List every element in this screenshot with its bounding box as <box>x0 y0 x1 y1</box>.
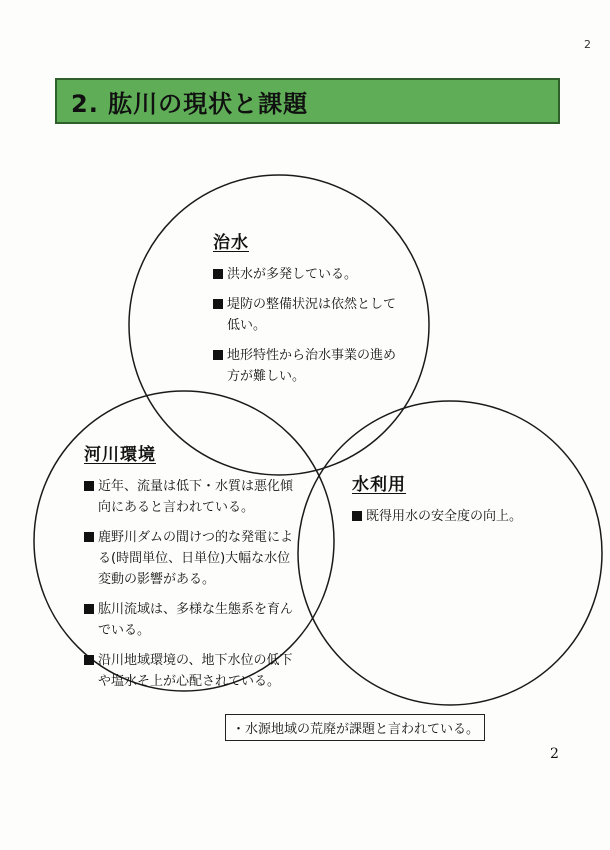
flood-control-section <box>213 233 398 396</box>
list-item: 近年、流量は低下・水質は悪化傾向にあると言われている。 <box>84 476 294 518</box>
flood-control-list <box>213 264 398 387</box>
corner-page-mark: 2 <box>584 38 591 51</box>
list-item: 堤防の整備状況は依然として低い。 <box>213 294 398 336</box>
list-item: 地形特性から治水事業の進め方が難しい。 <box>213 345 398 387</box>
water-use-section <box>352 475 552 536</box>
page-title: 2. 肱川の現状と課題 <box>71 89 309 118</box>
list-item: 肱川流域は、多様な生態系を育んでいる。 <box>84 599 294 641</box>
note-box: ・水源地域の荒廃が課題と言われている。 <box>225 714 485 741</box>
list-item: 鹿野川ダムの間けつ的な発電による(時間単位、日単位)大幅な水位変動の影響がある。 <box>84 527 294 590</box>
list-item: 既得用水の安全度の向上。 <box>352 506 552 527</box>
list-item: 洪水が多発している。 <box>213 264 398 285</box>
list-item: 沿川地域環境の、地下水位の低下や塩水そ上が心配されている。 <box>84 650 294 692</box>
page-number: 2 <box>550 746 559 762</box>
water-use-heading: 水利用 <box>352 475 406 495</box>
river-environment-heading: 河川環境 <box>84 445 156 465</box>
circle-water-use <box>298 401 602 705</box>
water-use-list <box>352 506 552 527</box>
river-environment-section <box>84 445 294 701</box>
flood-control-heading: 治水 <box>213 233 249 253</box>
river-environment-list <box>84 476 294 692</box>
